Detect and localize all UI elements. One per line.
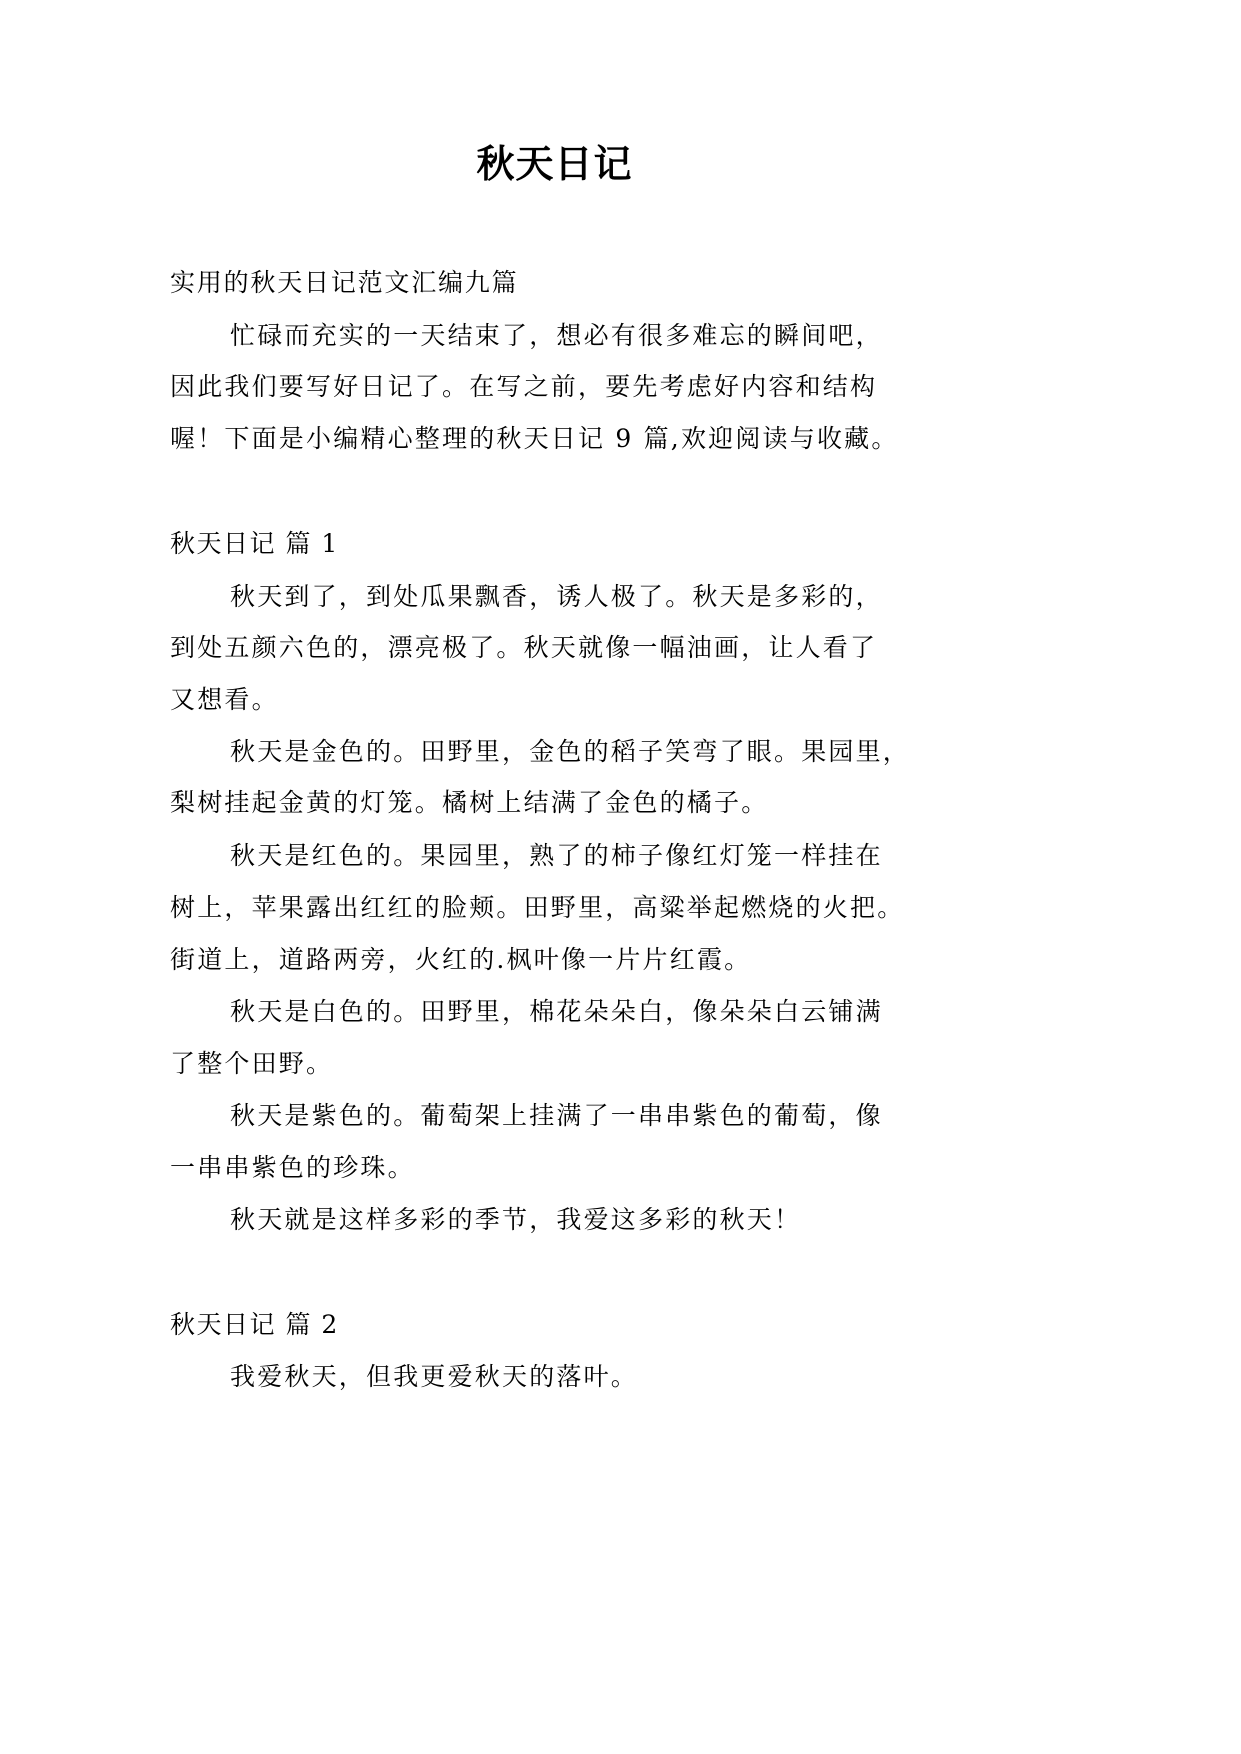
body-line: 梨树挂起金黄的灯笼。橘树上结满了金色的橘子。: [170, 788, 769, 817]
body-line: 秋天是金色的。田野里，金色的稻子笑弯了眼。果园里，: [230, 737, 911, 766]
body-line: 到处五颜六色的，漂亮极了。秋天就像一幅油画，让人看了: [170, 633, 878, 662]
body-line: 我爱秋天，但我更爱秋天的落叶。: [230, 1362, 639, 1391]
intro-line: 因此我们要写好日记了。在写之前，要先考虑好内容和结构: [170, 372, 878, 401]
body-line: 树上，苹果露出红红的脸颊。田野里，高粱举起燃烧的火把。: [170, 893, 905, 922]
body-line: 一串串紫色的珍珠。: [170, 1153, 415, 1182]
body-line: 秋天是红色的。果园里，熟了的柿子像红灯笼一样挂在: [230, 841, 883, 870]
body-line: 街道上，道路两旁，火红的.枫叶像一片片红霞。: [170, 945, 752, 974]
body-line: 秋天是白色的。田野里，棉花朵朵白，像朵朵白云铺满: [230, 997, 883, 1026]
document-subtitle: 实用的秋天日记范文汇编九篇: [170, 268, 519, 297]
section-heading: 秋天日记 篇 2: [170, 1310, 339, 1339]
body-line: 秋天就是这样多彩的季节，我爱这多彩的秋天！: [230, 1205, 802, 1234]
body-line: 又想看。: [170, 685, 279, 714]
body-line: 秋天是紫色的。葡萄架上挂满了一串串紫色的葡萄，像: [230, 1101, 883, 1130]
intro-line: 忙碌而充实的一天结束了，想必有很多难忘的瞬间吧，: [230, 321, 883, 350]
intro-line: 喔！下面是小编精心整理的秋天日记 9 篇,欢迎阅读与收藏。: [170, 424, 899, 453]
body-line: 了整个田野。: [170, 1049, 334, 1078]
body-line: 秋天到了，到处瓜果飘香，诱人极了。秋天是多彩的，: [230, 582, 883, 611]
section-heading: 秋天日记 篇 1: [170, 529, 339, 558]
document-title: 秋天日记: [476, 141, 633, 186]
